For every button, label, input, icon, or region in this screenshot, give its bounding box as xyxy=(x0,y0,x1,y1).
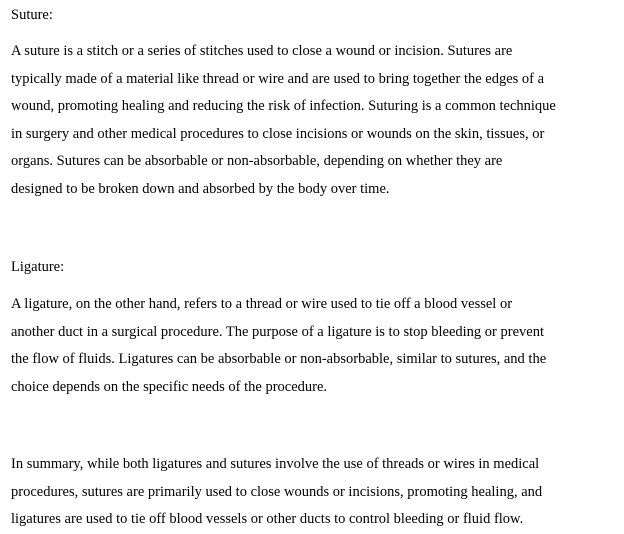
paragraph-line: A ligature, on the other hand, refers to a thread or wire used to tie off a blood vessel or xyxy=(11,296,513,312)
paragraph-line: typically made of a material like thread or wire and are used to bring together the edges of a xyxy=(11,70,545,87)
paragraph-line: A suture is a stitch or a series of stitches used to close a wound or incision. Sutures are xyxy=(11,43,513,59)
paragraph-line: in surgery and other medical procedures to close incisions or wounds on the skin, tissues, or xyxy=(11,125,545,142)
paragraph-line: In summary, while both ligatures and sutures involve the use of threads or wires in medical xyxy=(11,456,540,472)
paragraph-line: choice depends on the specific needs of the procedure. xyxy=(11,378,328,395)
ligature-paragraph xyxy=(11,291,619,401)
paragraph-line: the flow of fluids. Ligatures can be absorbable or non-absorbable, similar to sutures, and the xyxy=(11,351,547,367)
paragraph-line: organs. Sutures can be absorbable or non-absorbable, depending on whether they are xyxy=(11,153,503,169)
suture-heading: Suture: xyxy=(11,7,53,23)
paragraph-line: another duct in a surgical procedure. The purpose of a ligature is to stop bleeding or prevent xyxy=(11,323,544,340)
paragraph-line: wound, promoting healing and reducing the risk of infection. Suturing is a common technique xyxy=(11,98,556,114)
paragraph-line: procedures, sutures are primarily used to close wounds or incisions, promoting healing, and xyxy=(11,483,543,500)
ligature-heading: Ligature: xyxy=(11,259,65,275)
paragraph-line: ligatures are used to tie off blood vessels or other ducts to control bleeding or fluid flow. xyxy=(11,511,524,527)
suture-paragraph xyxy=(11,38,619,203)
summary-paragraph xyxy=(11,451,619,534)
paragraph-line: designed to be broken down and absorbed by the body over time. xyxy=(11,180,390,197)
